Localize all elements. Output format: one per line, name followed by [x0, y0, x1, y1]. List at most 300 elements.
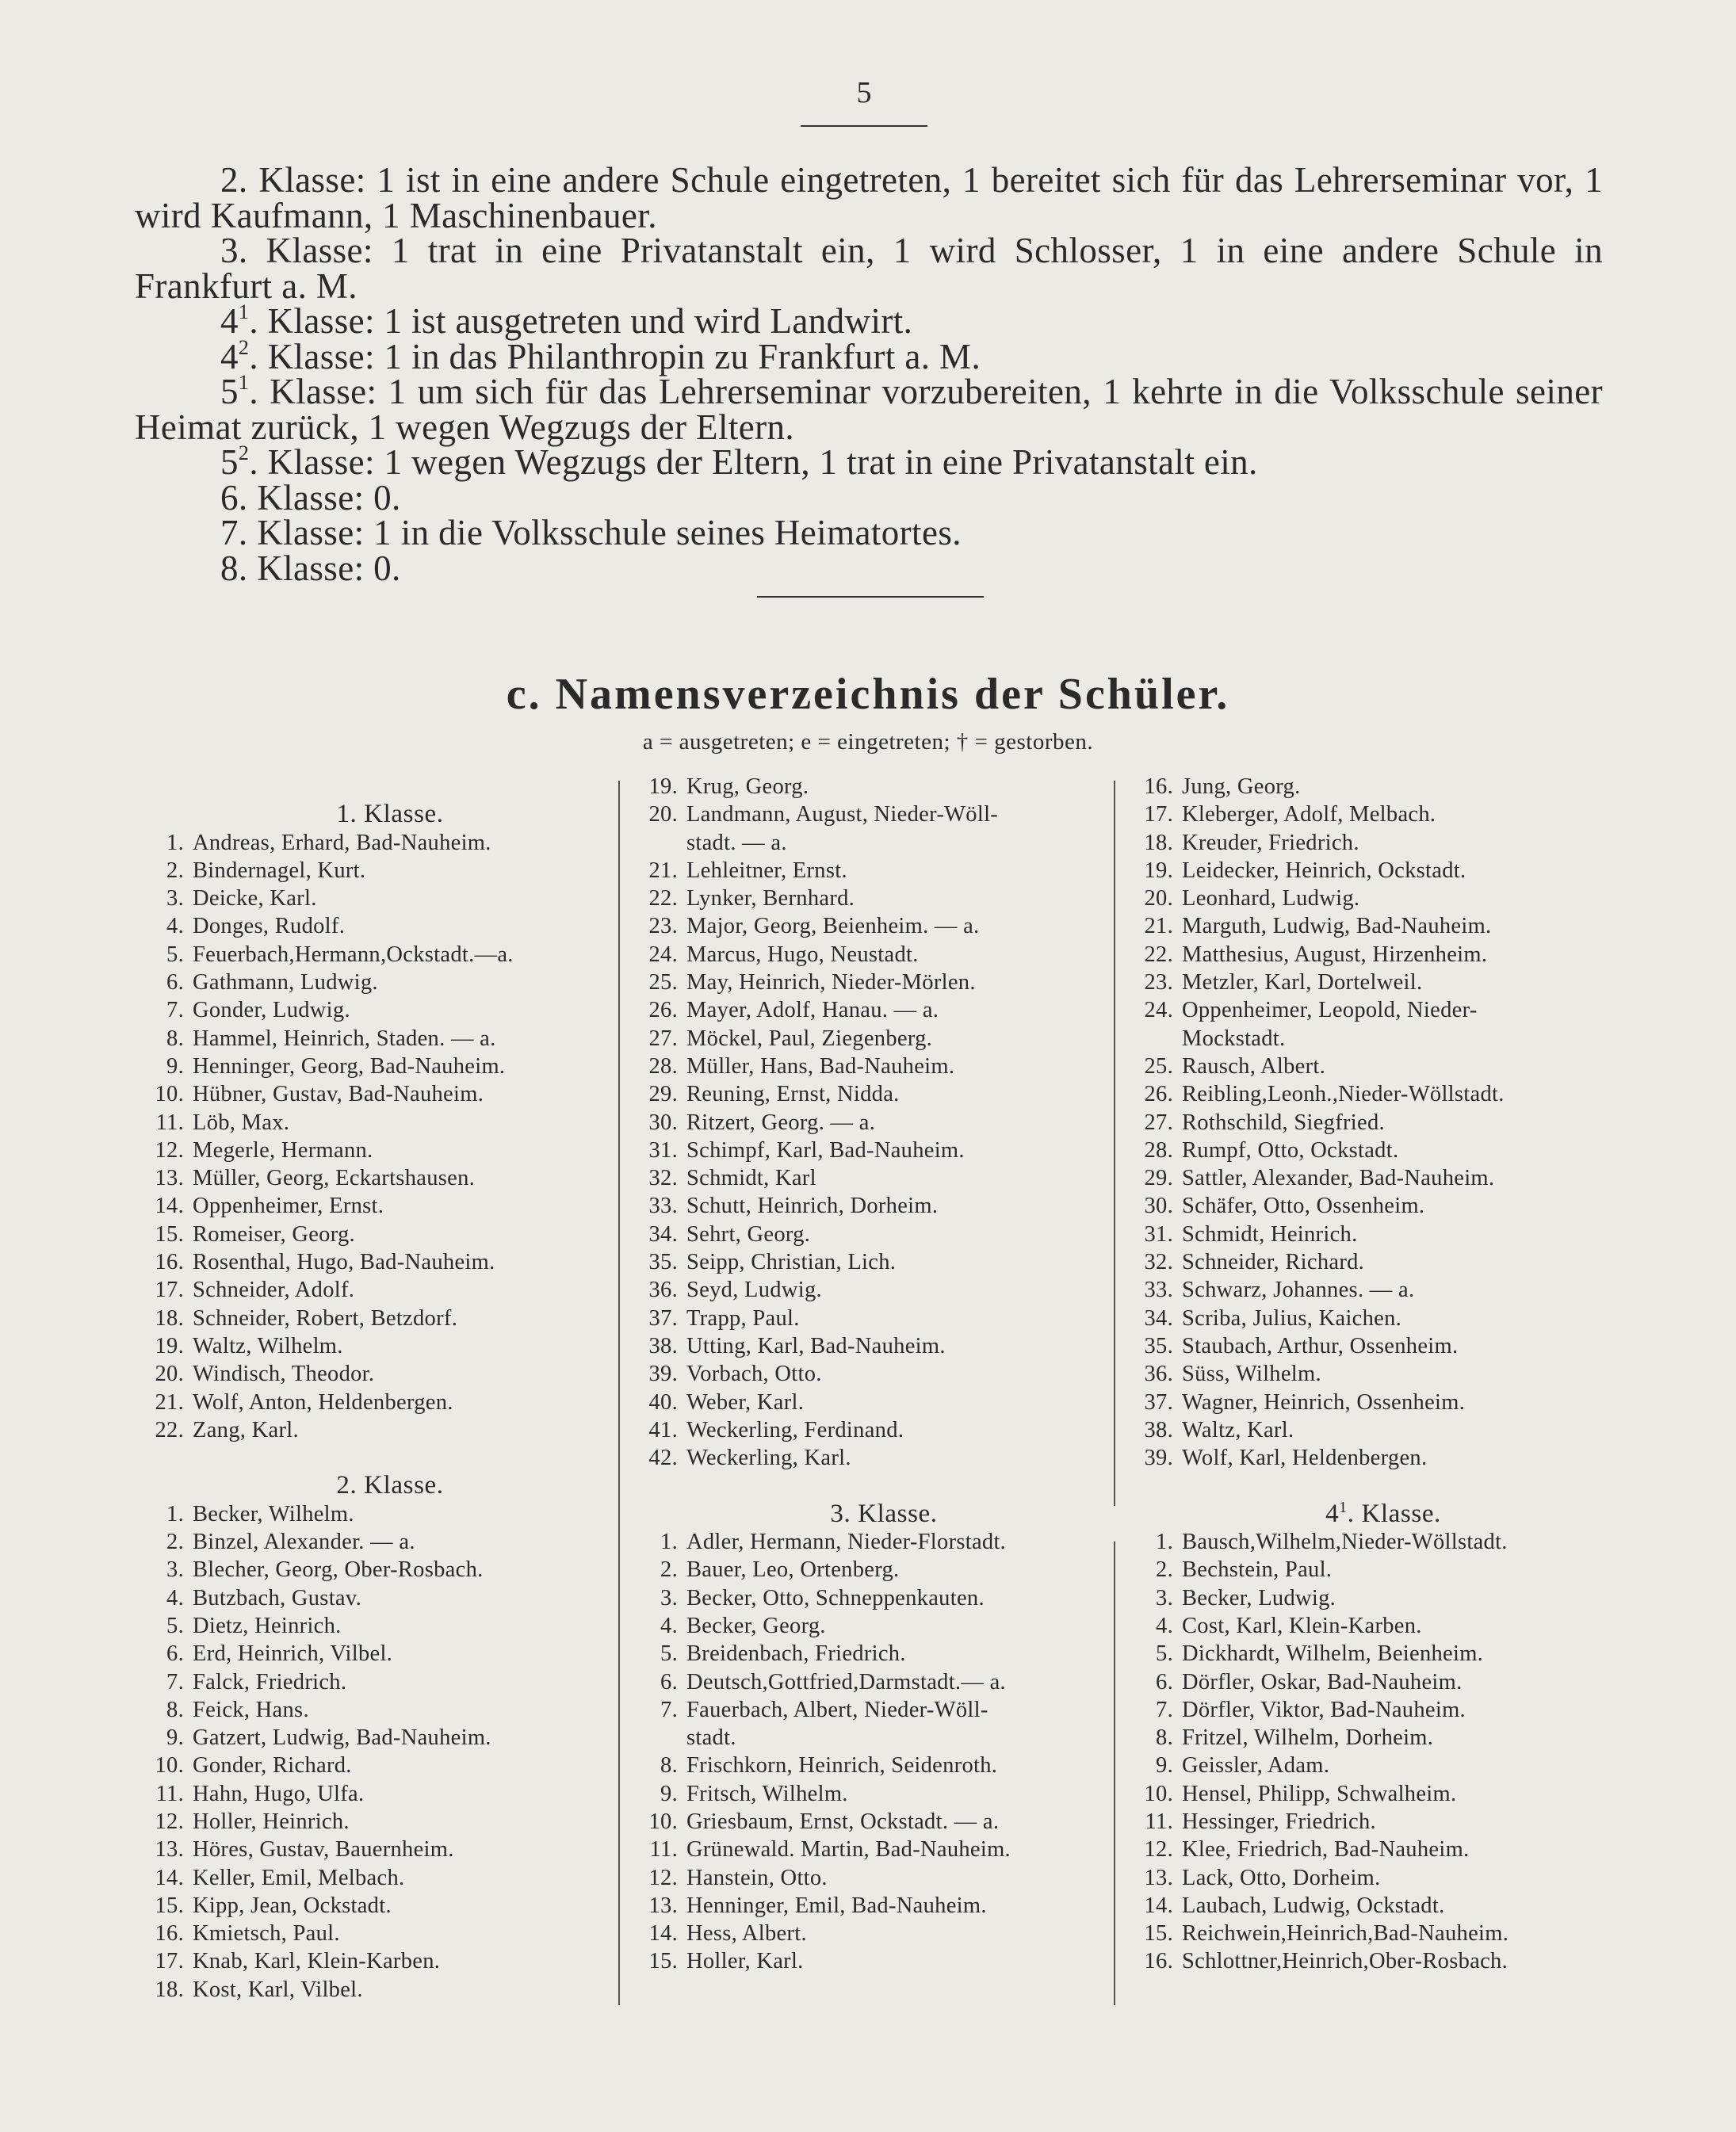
student-entry [1126, 1864, 1609, 1892]
student-number: 14. [648, 1921, 678, 1947]
student-name: Vorbach, Otto. [686, 1362, 822, 1387]
student-number: 2. [166, 1530, 184, 1555]
student-name: Windisch, Theodor. [193, 1362, 375, 1387]
student-number: 6. [1156, 1669, 1173, 1695]
student-entry [136, 1360, 612, 1388]
column-rule-right-top [1114, 781, 1115, 1506]
student-number: 9. [660, 1781, 678, 1806]
class-heading [136, 1472, 612, 1500]
student-name: Dörfler, Oskar, Bad-Nauheim. [1182, 1669, 1463, 1695]
student-name: Hammel, Heinrich, Staden. — a. [193, 1026, 496, 1051]
report-paragraph [135, 477, 1603, 518]
student-entry [1126, 996, 1609, 1024]
student-number: 15. [1144, 1921, 1173, 1947]
student-entry [630, 1137, 1106, 1164]
student-name: Dickhardt, Wilhelm, Beienheim. [1182, 1641, 1484, 1667]
student-entry [136, 1584, 612, 1612]
report-class-superscript: 1 [238, 371, 250, 394]
student-number: 14. [155, 1865, 184, 1890]
student-entry [630, 1612, 1106, 1640]
student-number: 33. [648, 1194, 678, 1219]
student-number: 4. [1156, 1613, 1173, 1638]
student-entry [630, 1164, 1106, 1192]
column-rule-right-bottom [1114, 1542, 1115, 2005]
student-number: 18. [1144, 830, 1173, 855]
student-name: Erd, Heinrich, Vilbel. [193, 1641, 393, 1667]
student-name: Hübner, Gustav, Bad-Nauheim. [193, 1082, 484, 1107]
student-number: 1. [166, 1501, 184, 1526]
student-name: Becker, Ludwig. [1182, 1585, 1336, 1610]
student-number: 10. [155, 1753, 184, 1779]
student-name: Müller, Hans, Bad-Nauheim. [686, 1053, 955, 1079]
student-entry [1126, 885, 1609, 912]
student-entry [1126, 829, 1609, 857]
student-entry [630, 1305, 1106, 1332]
student-name: Klee, Friedrich, Bad-Nauheim. [1182, 1837, 1470, 1863]
student-number: 21. [648, 858, 678, 883]
student-name: Schimpf, Karl, Bad-Nauheim. [686, 1137, 965, 1163]
student-number: 27. [648, 1026, 678, 1051]
student-name: Holler, Heinrich. [193, 1809, 350, 1834]
student-entry [630, 1808, 1106, 1836]
student-number: 25. [648, 970, 678, 995]
student-entry [1126, 1752, 1609, 1779]
student-entry [630, 800, 1106, 828]
student-name: Becker, Georg. [686, 1613, 826, 1638]
student-entry [630, 1444, 1106, 1472]
student-name: Griesbaum, Ernst, Ockstadt. — a. [686, 1809, 1000, 1834]
student-number: 5. [1156, 1641, 1173, 1667]
student-number: 2. [660, 1557, 678, 1583]
student-name: Waltz, Karl. [1182, 1417, 1294, 1442]
student-entry [1126, 1276, 1609, 1304]
student-number: 18. [155, 1305, 184, 1331]
student-entry [630, 912, 1106, 940]
student-number: 7. [166, 998, 184, 1023]
student-name: Schmidt, Karl [686, 1166, 816, 1191]
names-column-2 [630, 773, 1106, 1976]
student-entry [1126, 1528, 1609, 1556]
student-entry [630, 996, 1106, 1024]
student-name: Rosenthal, Hugo, Bad-Nauheim. [193, 1250, 495, 1275]
student-name: Marcus, Hugo, Neustadt. [686, 942, 919, 967]
departure-report [135, 162, 1603, 586]
student-number: 6. [166, 970, 184, 995]
student-name: Laubach, Ludwig, Ockstadt. [1182, 1893, 1445, 1918]
student-entry [630, 1025, 1106, 1053]
student-number: 37. [1144, 1389, 1173, 1415]
student-entry [136, 1080, 612, 1108]
student-number: 5. [166, 942, 184, 967]
student-name: Rothschild, Siegfried. [1182, 1110, 1385, 1135]
student-entry [136, 1892, 612, 1920]
student-name: Marguth, Ludwig, Bad-Nauheim. [1182, 914, 1492, 939]
student-name: Keller, Emil, Melbach. [193, 1865, 405, 1890]
student-name: Feick, Hans. [193, 1697, 309, 1722]
student-number: 2. [1156, 1557, 1173, 1583]
student-name: Seipp, Christian, Lich. [686, 1250, 897, 1275]
student-number: 23. [1144, 970, 1173, 995]
student-number: 3. [166, 886, 184, 911]
student-number: 12. [648, 1865, 678, 1890]
student-entry [630, 1416, 1106, 1444]
report-class-label: 5 [220, 442, 239, 482]
student-name: Wolf, Anton, Heldenbergen. [193, 1389, 453, 1415]
student-name: Adler, Hermann, Nieder-Florstadt. [686, 1530, 1007, 1555]
student-number: 7. [1156, 1697, 1173, 1722]
student-number: 5. [166, 1613, 184, 1638]
student-number: 13. [155, 1837, 184, 1863]
student-name: Jung, Georg. [1182, 774, 1301, 799]
student-entry [1126, 1080, 1609, 1108]
student-number: 19. [155, 1333, 184, 1358]
student-number: 13. [1144, 1865, 1173, 1890]
report-paragraph [135, 300, 1603, 341]
student-entry [630, 969, 1106, 996]
student-entry [136, 1640, 612, 1668]
student-entry [630, 1389, 1106, 1416]
class-heading-suffix: . Klasse. [1347, 1499, 1441, 1528]
student-number: 38. [648, 1333, 678, 1358]
student-entry [1126, 1920, 1609, 1947]
report-paragraph [135, 441, 1603, 482]
student-entry [1126, 1836, 1609, 1863]
student-entry [136, 1556, 612, 1584]
student-entry [630, 1584, 1106, 1612]
student-entry [1126, 1248, 1609, 1276]
student-name: Schlottner,Heinrich,Ober-Rosbach. [1182, 1949, 1508, 1974]
student-name: Kost, Karl, Vilbel. [193, 1977, 363, 2002]
student-number: 29. [1144, 1166, 1173, 1191]
block-spacer [1126, 1472, 1609, 1500]
student-number: 1. [166, 830, 184, 855]
student-number: 21. [155, 1389, 184, 1415]
student-entry [136, 1947, 612, 1975]
student-name: Metzler, Karl, Dortelweil. [1182, 970, 1423, 995]
student-entry [1126, 1696, 1609, 1724]
report-class-superscript: 2 [238, 441, 250, 464]
student-entry [136, 1668, 612, 1696]
student-number: 22. [1144, 942, 1173, 967]
student-name: Dörfler, Viktor, Bad-Nauheim. [1182, 1697, 1466, 1722]
student-entry [136, 1752, 612, 1779]
student-number: 22. [648, 886, 678, 911]
student-name: Hessinger, Friedrich. [1182, 1809, 1376, 1834]
student-number: 11. [155, 1110, 184, 1135]
student-name: Hanstein, Otto. [686, 1865, 828, 1890]
student-name: Waltz, Wilhelm. [193, 1333, 343, 1358]
report-class-superscript: 2 [238, 335, 250, 359]
student-entry [1126, 1109, 1609, 1137]
student-number: 29. [648, 1082, 678, 1107]
student-number: 12. [155, 1809, 184, 1834]
student-name: Reichwein,Heinrich,Bad-Nauheim. [1182, 1921, 1509, 1947]
student-name: Leidecker, Heinrich, Ockstadt. [1182, 858, 1466, 883]
student-number: 30. [1144, 1194, 1173, 1219]
student-name: Wolf, Karl, Heldenbergen. [1182, 1446, 1428, 1471]
student-entry [1126, 1612, 1609, 1640]
report-class-label: 5 [220, 372, 239, 411]
student-entry [1126, 912, 1609, 940]
student-name: Fauerbach, Albert, Nieder-Wöll- [686, 1697, 988, 1722]
student-number: 15. [155, 1893, 184, 1918]
student-entry [136, 1528, 612, 1556]
report-text: 0. [373, 548, 401, 588]
student-number: 28. [1144, 1137, 1173, 1163]
class-heading-label: 3. Klasse. [830, 1499, 938, 1528]
student-name: Romeiser, Georg. [193, 1221, 355, 1247]
student-name: Lehleitner, Ernst. [686, 858, 847, 883]
student-name: Lynker, Bernhard. [686, 886, 855, 911]
student-entry [630, 1080, 1106, 1108]
student-entry [630, 1192, 1106, 1220]
student-name: Landmann, August, Nieder-Wöll- [686, 802, 999, 827]
student-number: 4. [166, 1585, 184, 1610]
student-name: Sehrt, Georg. [686, 1221, 811, 1247]
student-name: Leonhard, Ludwig. [1182, 886, 1360, 911]
report-text: 1 trat in eine Privatanstalt ein, 1 wird Schlosser, 1 in eine andere Schule in Frankfurt a. M. [135, 231, 1603, 306]
student-entry [136, 969, 612, 996]
report-class-label: 6. Klasse: [220, 477, 365, 518]
report-paragraph [135, 371, 1603, 447]
student-number: 8. [166, 1697, 184, 1722]
student-number: 8. [660, 1753, 678, 1779]
student-entry [1126, 1416, 1609, 1444]
block-spacer [630, 1472, 1106, 1500]
student-number: 10. [1144, 1781, 1173, 1806]
student-number: 39. [648, 1362, 678, 1387]
report-paragraph [135, 233, 1603, 304]
student-entry [136, 1920, 612, 1947]
student-entry [136, 829, 612, 857]
student-name: Rumpf, Otto, Ockstadt. [1182, 1137, 1399, 1163]
student-name: Deutsch,Gottfried,Darmstadt.— a. [686, 1669, 1006, 1695]
student-name: Gonder, Ludwig. [193, 998, 350, 1023]
student-entry [630, 857, 1106, 885]
student-name: Megerle, Hermann. [193, 1137, 373, 1163]
student-number: 6. [660, 1669, 678, 1695]
class-heading-superscript: 1 [1339, 1498, 1348, 1516]
student-number: 34. [1144, 1305, 1173, 1331]
report-class-label: 8. Klasse: [220, 548, 365, 588]
student-number: 39. [1144, 1446, 1173, 1471]
student-number: 12. [155, 1137, 184, 1163]
student-entry [136, 1276, 612, 1304]
student-entry [630, 1053, 1106, 1080]
student-entry [1126, 1192, 1609, 1220]
report-class-label: 4 [220, 301, 239, 341]
student-number: 30. [648, 1110, 678, 1135]
student-number: 16. [155, 1921, 184, 1947]
student-entry [1126, 773, 1609, 800]
report-class-label-suffix: . Klasse: [249, 301, 375, 341]
student-name: Bindernagel, Kurt. [193, 858, 366, 883]
student-name: Frischkorn, Heinrich, Seidenroth. [686, 1753, 998, 1779]
student-name: Andreas, Erhard, Bad-Nauheim. [193, 830, 491, 855]
report-class-label: 2. Klasse: [220, 160, 366, 200]
student-name: Gonder, Richard. [193, 1753, 352, 1779]
student-entry [1126, 857, 1609, 885]
student-name: May, Heinrich, Nieder-Mörlen. [686, 970, 976, 995]
student-name: Müller, Georg, Eckartshausen. [193, 1166, 476, 1191]
student-name: Weckerling, Ferdinand. [686, 1417, 904, 1442]
student-name: Schäfer, Otto, Ossenheim. [1182, 1194, 1425, 1219]
student-name: Höres, Gustav, Bauernheim. [193, 1837, 454, 1863]
student-number: 40. [648, 1389, 678, 1415]
student-name: Blecher, Georg, Ober-Rosbach. [193, 1557, 484, 1583]
names-column-3 [1126, 773, 1609, 1976]
student-name: Schneider, Adolf. [193, 1278, 355, 1303]
student-number: 10. [648, 1809, 678, 1834]
student-entry [1126, 1221, 1609, 1248]
student-entry [1126, 1164, 1609, 1192]
student-name: Dietz, Heinrich. [193, 1613, 342, 1638]
student-name: Möckel, Paul, Ziegenberg. [686, 1026, 933, 1051]
student-entry [136, 1109, 612, 1137]
student-name: Utting, Karl, Bad-Nauheim. [686, 1333, 946, 1358]
student-name: Ritzert, Georg. — a. [686, 1110, 876, 1135]
student-number: 15. [648, 1949, 678, 1974]
student-number: 9. [166, 1053, 184, 1079]
student-number: 31. [1144, 1221, 1173, 1247]
student-name: Butzbach, Gustav. [193, 1585, 361, 1610]
student-entry [1126, 1556, 1609, 1584]
student-number: 26. [1144, 1082, 1173, 1107]
student-entry [1126, 1389, 1609, 1416]
student-name: Zang, Karl. [193, 1417, 299, 1442]
student-entry [136, 885, 612, 912]
student-name: Donges, Rudolf. [193, 914, 346, 939]
student-entry [630, 1556, 1106, 1584]
report-class-label-suffix: . Klasse: [249, 372, 377, 411]
student-name: Schutt, Heinrich, Dorheim. [686, 1194, 939, 1219]
student-number: 24. [1144, 998, 1173, 1023]
report-paragraph [135, 548, 1603, 588]
student-entry [630, 1780, 1106, 1808]
student-number: 1. [1156, 1530, 1173, 1555]
student-number: 17. [155, 1949, 184, 1974]
student-number: 42. [648, 1446, 678, 1471]
student-entry [136, 1500, 612, 1528]
student-entry [630, 1668, 1106, 1696]
student-number: 3. [1156, 1585, 1173, 1610]
student-name: Weckerling, Karl. [686, 1446, 851, 1471]
student-entry [136, 1389, 612, 1416]
student-entry [136, 1137, 612, 1164]
student-name: Sattler, Alexander, Bad-Nauheim. [1182, 1166, 1495, 1191]
student-name: Grünewald. Martin, Bad-Nauheim. [686, 1837, 1011, 1863]
section-divider [757, 596, 984, 598]
report-text: 1 ist in eine andere Schule eingetreten, 1 bereitet sich für das Lehrerseminar vor, 1 wird Kaufmann, 1 Maschinenbauer. [135, 160, 1603, 235]
student-entry [630, 773, 1106, 800]
student-name: Matthesius, August, Hirzenheim. [1182, 942, 1488, 967]
student-number: 4. [166, 914, 184, 939]
student-number: 34. [648, 1221, 678, 1247]
class-heading-label: 4 [1325, 1499, 1340, 1528]
student-number: 11. [155, 1781, 184, 1806]
student-number: 32. [648, 1166, 678, 1191]
student-name: Binzel, Alexander. — a. [193, 1530, 415, 1555]
column-rule-left [618, 781, 620, 2005]
student-name: Rausch, Albert. [1182, 1053, 1326, 1079]
student-name: Bausch,Wilhelm,Nieder-Wöllstadt. [1182, 1530, 1508, 1555]
student-entry [630, 1920, 1106, 1947]
student-number: 25. [1144, 1053, 1173, 1079]
student-entry [630, 1248, 1106, 1276]
student-name: Hensel, Philipp, Schwalheim. [1182, 1781, 1457, 1806]
student-entry [136, 857, 612, 885]
class-heading-label: 2. Klasse. [336, 1471, 444, 1500]
student-number: 9. [166, 1725, 184, 1751]
student-number: 20. [648, 802, 678, 827]
student-number: 12. [1144, 1837, 1173, 1863]
student-entry [630, 1836, 1106, 1863]
report-class-label: 3. Klasse: [220, 231, 373, 270]
student-entry [630, 1360, 1106, 1388]
student-entry [136, 1696, 612, 1724]
student-name: Oppenheimer, Ernst. [193, 1194, 384, 1219]
report-text: 1 in die Volksschule seines Heimatortes. [373, 513, 962, 552]
student-number: 32. [1144, 1250, 1173, 1275]
student-entry [136, 1332, 612, 1360]
block-spacer [136, 1444, 612, 1472]
student-entry [1126, 1444, 1609, 1472]
student-entry [1126, 969, 1609, 996]
student-name: Breidenbach, Friedrich. [686, 1641, 906, 1667]
student-name: Major, Georg, Beienheim. — a. [686, 914, 980, 939]
student-name: Kipp, Jean, Ockstadt. [193, 1893, 392, 1918]
student-number: 3. [660, 1585, 678, 1610]
student-entry [1126, 1724, 1609, 1752]
student-entry [136, 941, 612, 969]
student-name: Krug, Georg. [686, 774, 809, 799]
page-number: 5 [856, 76, 872, 109]
student-name: Schwarz, Johannes. — a. [1182, 1278, 1415, 1303]
student-name-continuation: stadt. [686, 1725, 736, 1751]
names-column-1 [136, 773, 612, 2004]
class-heading [136, 800, 612, 828]
student-entry [630, 1528, 1106, 1556]
student-name: Wagner, Heinrich, Ossenheim. [1182, 1389, 1466, 1415]
student-name: Geissler, Adam. [1182, 1753, 1330, 1779]
report-text: 1 in das Philanthropin zu Frankfurt a. M. [384, 336, 981, 376]
student-number: 37. [648, 1305, 678, 1331]
student-entry [1126, 1137, 1609, 1164]
student-name: Falck, Friedrich. [193, 1669, 347, 1695]
student-name: Kmietsch, Paul. [193, 1921, 340, 1947]
section-title: c. Namensverzeichnis der Schüler. [506, 670, 1230, 719]
student-entry [630, 1892, 1106, 1920]
student-entry [630, 1221, 1106, 1248]
student-entry [136, 1724, 612, 1752]
student-number: 3. [166, 1557, 184, 1583]
student-number: 22. [155, 1417, 184, 1442]
student-number: 14. [155, 1194, 184, 1219]
student-name: Becker, Wilhelm. [193, 1501, 354, 1526]
student-number: 31. [648, 1137, 678, 1163]
student-name: Hahn, Hugo, Ulfa. [193, 1781, 365, 1806]
student-name: Fritzel, Wilhelm, Dorheim. [1182, 1725, 1434, 1751]
student-entry [136, 1836, 612, 1863]
student-number: 14. [1144, 1893, 1173, 1918]
student-number: 2. [166, 858, 184, 883]
student-entry [136, 1192, 612, 1220]
class-heading [1126, 1500, 1609, 1528]
student-number: 11. [1145, 1809, 1173, 1834]
report-class-label: 7. Klasse: [220, 513, 365, 552]
report-text: 0. [373, 477, 401, 518]
student-name: Schneider, Robert, Betzdorf. [193, 1305, 458, 1331]
